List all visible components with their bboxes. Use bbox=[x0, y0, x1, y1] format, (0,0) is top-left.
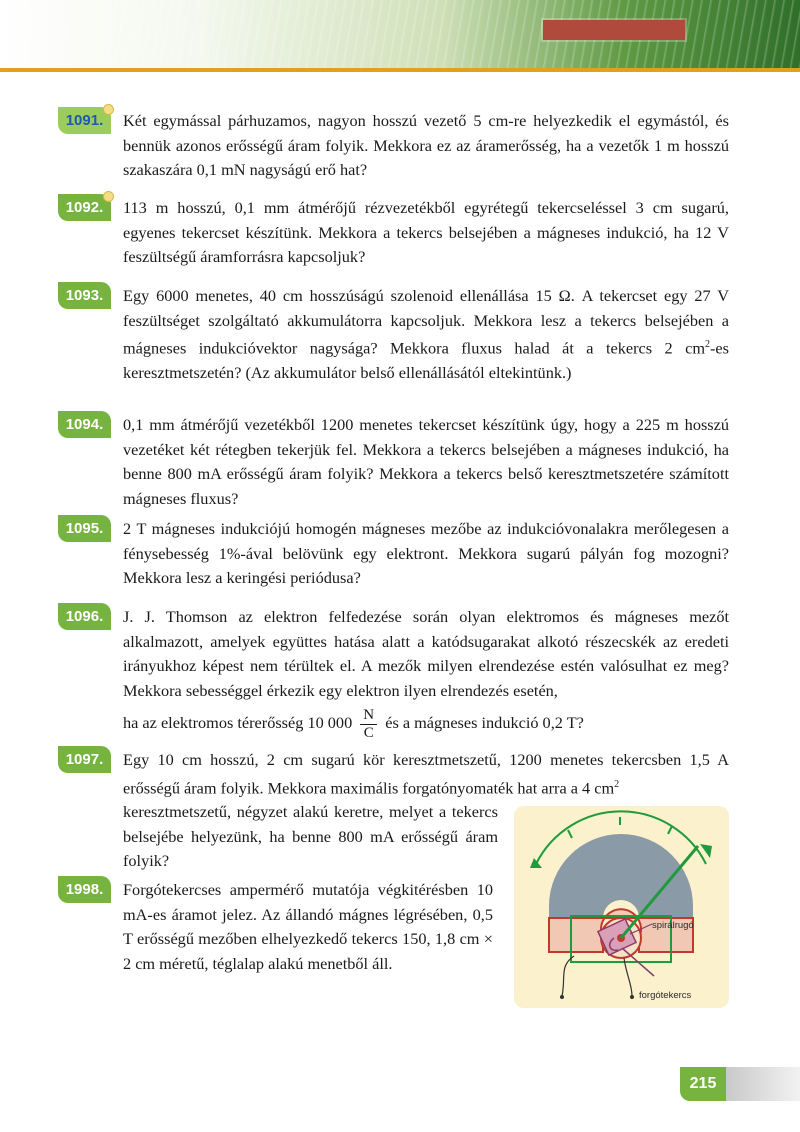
problem-number-badge: 1095. bbox=[58, 515, 111, 542]
problem-text: J. J. Thomson az elektron felfedezése során olyan elektromos és mágneses mezőt alkalmazott, amelyek együttes hatása alatt a katódsugarakat alkotó részecskék az eredeti irányukhoz képest nem térültek el. A mezők milyen elrendezése estén valósulhat ez meg? Mekkora sebességgel érkezik egy elektron ilyen elrendezés esetén, ha az elektromos térerősség 10 000 $\frac{N}{C}$ és a mágneses indukció 0,2 T? bbox=[123, 607, 729, 741]
problem-text: 113 m hosszú, 0,1 mm átmérőjű rézvezetékből egyrétegű tekercseléssel 3 cm sugarú, egyenes tekercset készítünk. Mekkora a tekercs belsejében a mágneses indukció, ha 12 V feszültségű áramforrásra kapcsoljuk? bbox=[123, 198, 729, 266]
page-number: 215 bbox=[680, 1067, 726, 1101]
ammeter-figure bbox=[514, 806, 729, 1008]
problem-text: Egy 10 cm hosszú, 2 cm sugarú kör keresztmetszetű, 1200 menetes tekercsben 1,5 A erősségű áram folyik. Mekkora maximális forgatónyomaték hat arra a 4 $cm^2$ keresztmetszetű, négyzet alakú keretre, melyet a tekercs belsejébe helyezünk, ha benne 800 mA erősségű áram folyik? bbox=[123, 750, 729, 871]
coil-label: forgótekercs bbox=[639, 990, 692, 1001]
problem-number-badge: 1998. bbox=[58, 876, 111, 903]
problem-number-badge: 1093. bbox=[58, 282, 111, 309]
lead-wire-right bbox=[624, 958, 632, 996]
problem-text: Egy 6000 menetes, 40 cm hosszúságú szolenoid ellenállása 15 Ω. A tekercset egy 27 V feszültséget szolgáltató akkumulátorra kapcsoljuk. Mekkora lesz a tekercs belsejében a mágneses indukcióvektor nagysága? Mekkora fluxus halad át a tekercs 2 $cm^2-es$ keresztmetszetén? (Az akkumulátor belső ellenállásától eltekintünk.) bbox=[123, 286, 729, 382]
problem-text: 0,1 mm átmérőjű vezetékből 1200 menetes tekercset készítünk úgy, hogy a 225 m hosszú vezetéket két rétegben tekerjük fel. Mekkora a tekercs belsejében a mágneses indukció, ha benne 800 mA erősségű áram folyik? Mekkora a tekercs belső keresztmetszetére számított mágneses fluxus? bbox=[123, 415, 729, 508]
problem-text: 2 T mágneses indukciójú homogén mágneses mezőbe az indukcióvonalakra merőlegesen a fénysebesség 1%-ával belövünk egy elektront. Mekkora sugarú pályán fog mozogni? Mekkora lesz a keringési periódusa? bbox=[123, 519, 729, 587]
ammeter-diagram bbox=[514, 806, 729, 1008]
marker-icon bbox=[103, 191, 114, 202]
header-banner bbox=[0, 0, 800, 68]
spring-label: spirálrugó bbox=[652, 920, 694, 931]
header-rule bbox=[0, 68, 800, 72]
marker-icon bbox=[103, 104, 114, 115]
fraction: $\frac{N}{C}$ bbox=[360, 707, 377, 742]
problem-number-badge: 1097. bbox=[58, 746, 111, 773]
problem-number-badge: 1092. bbox=[58, 194, 111, 221]
problem-number-badge: 1091. bbox=[58, 107, 111, 134]
page-number-tab bbox=[726, 1067, 800, 1101]
banner-accent-bar bbox=[543, 20, 685, 40]
problem-number-badge: 1094. bbox=[58, 411, 111, 438]
problem-text: Két egymással párhuzamos, nagyon hosszú vezető 5 cm-re helyezkedik el egymástól, és bennük azonos erősségű áram folyik. Mekkora ez az áramerősség, ha a vezetők 1 m hosszú szakaszára 0,1 mN nagyságú erő hat? bbox=[123, 111, 729, 179]
problem-text: Forgótekercses ampermérő mutatója végkitérésben 10 mA-es áramot jelez. Az állandó mágnes légrésében, 0,5 T erősségű mezőben elhelyezkedő tekercs 150, 1,8 cm × 2 cm méretű, téglalap alakú menetből áll. bbox=[123, 880, 493, 973]
problem-number-badge: 1096. bbox=[58, 603, 111, 630]
arrow-left-icon bbox=[530, 858, 542, 868]
